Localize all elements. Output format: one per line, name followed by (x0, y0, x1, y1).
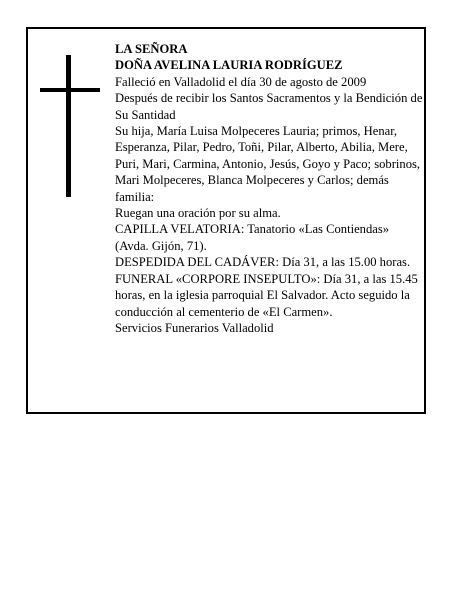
cross-icon (40, 55, 100, 197)
farewell-line: DESPEDIDA DEL CADÁVER: Día 31, a las 15.00 horas. (115, 255, 411, 270)
family-paragraph: Su hija, María Luisa Molpeceres Lauria; primos, Henar, Esperanza, Pilar, Pedro, Toñi, Pilar, Alberto, Abilia, Mere, Puri, Mari, Carmina, Antonio, Jesús, Goyo y Paco; sobrinos, Mari Molpeceres, Blanca Molpeceres y Carlos; demás familia: (115, 124, 421, 204)
chapel-line: CAPILLA VELATORIA: Tanatorio «Las Contiendas» (Avda. Gijón, 71). (115, 222, 390, 253)
notice-heading: LA SEÑORA (115, 42, 188, 56)
death-line: Falleció en Valladolid el día 30 de agosto de 2009 (115, 74, 367, 89)
cross-horizontal-bar (40, 88, 100, 92)
funeral-line: FUNERAL «CORPORE INSEPULTO»: Día 31, a las 15.45 horas, en la iglesia parroquial El Salvador. Acto seguido la conducción al cementerio de «El Carmen». (115, 271, 418, 319)
obituary-frame (26, 27, 426, 414)
prayer-line: Ruegan una oración por su alma. (115, 206, 281, 221)
funeral-services-line: Servicios Funerarios Valladolid (115, 320, 274, 335)
sacraments-line: Después de recibir los Santos Sacramentos y la Bendición de Su Santidad (115, 91, 423, 122)
obituary-text (115, 41, 425, 336)
deceased-name: DOÑA AVELINA LAURIA RODRÍGUEZ (115, 58, 343, 73)
cross-vertical-bar (66, 55, 71, 197)
